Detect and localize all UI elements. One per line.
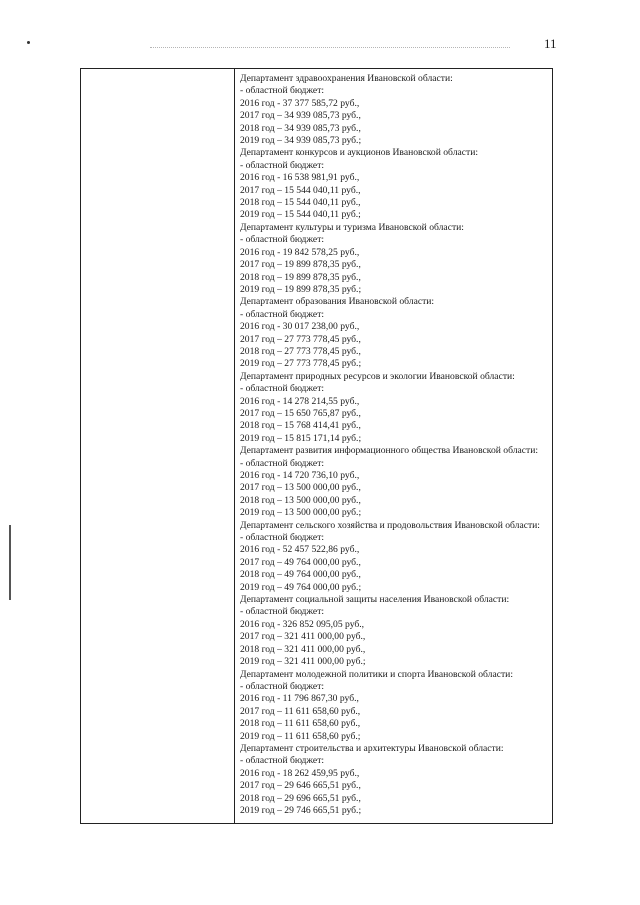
budget-year-line: 2016 год - 30 017 238,00 руб.,	[240, 321, 360, 333]
department-title: Департамент сельского хозяйства и продовольствия Ивановской области:	[240, 519, 540, 531]
budget-year-line: 2017 год – 11 611 658,60 руб.,	[240, 705, 361, 717]
department-title: Департамент социальной защиты населения Ивановской области:	[240, 594, 510, 606]
budget-label: - областной бюджет:	[240, 457, 325, 469]
budget-label: - областной бюджет:	[240, 308, 325, 320]
budget-year-line: 2019 год – 19 899 878,35 руб.;	[240, 283, 362, 295]
budget-label: - областной бюджет:	[240, 755, 325, 767]
department-block	[240, 296, 548, 370]
budget-year-line: 2019 год – 29 746 665,51 руб.;	[240, 804, 362, 816]
budget-year-line: 2017 год – 34 939 085,73 руб.,	[240, 110, 361, 122]
budget-label: - областной бюджет:	[240, 383, 325, 395]
margin-binding-mark	[9, 525, 11, 600]
department-block	[240, 222, 548, 296]
department-title: Департамент конкурсов и аукционов Ивановской области:	[240, 147, 478, 159]
department-block	[240, 147, 548, 221]
header-scan-noise	[150, 47, 510, 49]
budget-year-line: 2018 год – 13 500 000,00 руб.,	[240, 494, 361, 506]
budget-year-line: 2016 год - 52 457 522,86 руб.,	[240, 544, 360, 556]
budget-year-line: 2016 год - 16 538 981,91 руб.,	[240, 172, 360, 184]
budget-year-line: 2018 год – 15 544 040,11 руб.,	[240, 197, 361, 209]
budget-table-content	[240, 73, 548, 817]
department-block	[240, 520, 548, 594]
budget-label: - областной бюджет:	[240, 532, 325, 544]
budget-year-line: 2017 год – 19 899 878,35 руб.,	[240, 259, 361, 271]
department-title: Департамент молодежной политики и спорта Ивановской области:	[240, 668, 513, 680]
budget-year-line: 2016 год - 14 720 736,10 руб.,	[240, 470, 360, 481]
budget-year-line: 2019 год – 15 544 040,11 руб.;	[240, 209, 361, 221]
budget-year-line: 2017 год – 321 411 000,00 руб.,	[240, 631, 366, 643]
department-title: Департамент развития информационного общества Ивановской области:	[240, 445, 539, 457]
budget-year-line: 2016 год - 18 262 459,95 руб.,	[240, 767, 360, 779]
department-block	[240, 743, 548, 817]
department-title: Департамент культуры и туризма Ивановской области:	[240, 221, 464, 233]
department-block	[240, 594, 548, 668]
budget-year-line: 2016 год - 37 377 585,72 руб.,	[240, 97, 360, 109]
budget-year-line: 2017 год – 13 500 000,00 руб.,	[240, 482, 361, 494]
budget-year-line: 2018 год – 34 939 085,73 руб.,	[240, 122, 361, 134]
department-block	[240, 445, 548, 519]
table-column-divider	[234, 69, 235, 823]
department-block	[240, 73, 548, 147]
budget-year-line: 2019 год – 49 764 000,00 руб.;	[240, 581, 362, 593]
budget-year-line: 2018 год – 19 899 878,35 руб.,	[240, 271, 361, 283]
budget-label: - областной бюджет:	[240, 680, 325, 692]
budget-year-line: 2018 год – 29 696 665,51 руб.,	[240, 792, 361, 804]
budget-year-line: 2017 год – 15 650 765,87 руб.,	[240, 407, 361, 419]
budget-label: - областной бюджет:	[240, 606, 325, 618]
budget-year-line: 2019 год – 11 611 658,60 руб.;	[240, 730, 361, 742]
budget-year-line: 2018 год – 49 764 000,00 руб.,	[240, 569, 361, 581]
budget-year-line: 2016 год - 326 852 095,05 руб.,	[240, 618, 365, 630]
scan-speck	[27, 41, 30, 44]
budget-year-line: 2016 год - 14 278 214,55 руб.,	[240, 395, 360, 407]
budget-label: - областной бюджет:	[240, 234, 325, 246]
budget-year-line: 2018 год – 11 611 658,60 руб.,	[240, 718, 361, 730]
budget-label: - областной бюджет:	[240, 85, 325, 97]
budget-year-line: 2018 год – 321 411 000,00 руб.,	[240, 643, 366, 655]
budget-year-line: 2018 год – 27 773 778,45 руб.,	[240, 345, 361, 357]
budget-year-line: 2017 год – 27 773 778,45 руб.,	[240, 333, 361, 345]
budget-table	[80, 68, 553, 824]
budget-year-line: 2019 год – 27 773 778,45 руб.;	[240, 358, 362, 370]
budget-year-line: 2018 год – 15 768 414,41 руб.,	[240, 420, 361, 432]
page-number: 11	[544, 36, 557, 51]
department-title: Департамент строительства и архитектуры Ивановской области:	[240, 742, 504, 754]
department-title: Департамент образования Ивановской области:	[240, 296, 435, 308]
budget-year-line: 2017 год – 15 544 040,11 руб.,	[240, 184, 361, 196]
department-block	[240, 371, 548, 445]
budget-year-line: 2019 год – 321 411 000,00 руб.;	[240, 656, 366, 668]
budget-year-line: 2017 год – 29 646 665,51 руб.,	[240, 780, 361, 792]
budget-label: - областной бюджет:	[240, 159, 325, 171]
department-title: Департамент здравоохранения Ивановской области:	[240, 73, 453, 84]
budget-year-line: 2019 год – 15 815 171,14 руб.;	[240, 432, 362, 444]
budget-year-line: 2016 год - 19 842 578,25 руб.,	[240, 246, 360, 258]
department-title: Департамент природных ресурсов и экологии Ивановской области:	[240, 370, 515, 382]
budget-year-line: 2019 год – 13 500 000,00 руб.;	[240, 507, 362, 519]
department-block	[240, 669, 548, 743]
budget-year-line: 2017 год – 49 764 000,00 руб.,	[240, 556, 361, 568]
budget-year-line: 2016 год - 11 796 867,30 руб.,	[240, 693, 359, 705]
budget-year-line: 2019 год – 34 939 085,73 руб.;	[240, 135, 362, 147]
